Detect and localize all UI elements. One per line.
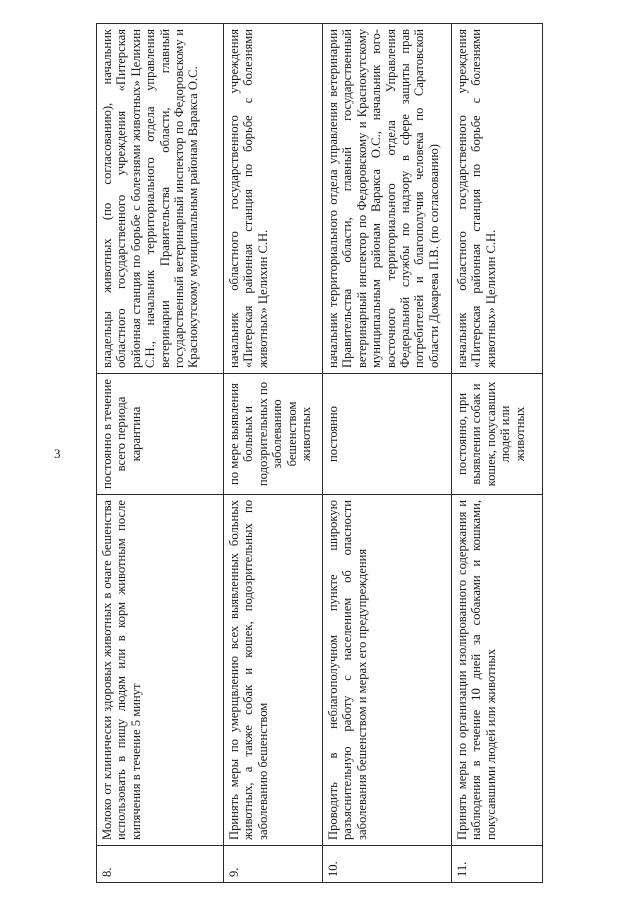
term-cell: постоянно, при выявлении собак и кошек, покусавших людей или животных: [452, 374, 543, 495]
responsible-cell: начальник территориального отдела управления ветеринарии Правительства области, главный государственный ветеринарный инспектор по Федоровскому и Краснокутскому муниципальным районам Варакса О.С., начальник юго-восточного территориального отдела Управления Федеральной службы по надзору в сфере защиты прав потребителей и благополучия человека по Саратовской области Докарева П.В. (по согласованию): [323, 24, 452, 374]
row-number: 8.: [97, 846, 224, 883]
measure-cell: Принять меры по организации изолированного содержания и наблюдения в течение 10 дней за собаками и кошками, покусавшими людей или животных: [452, 495, 543, 846]
responsible-cell: начальник областного государственного учреждения «Питерская районная станция по борьбе с болезнями животных» Целихин С.Н.: [452, 24, 543, 374]
term-cell: по мере выявления больных и подозрительных по заболеванию бешенством животных: [224, 374, 323, 495]
row-number: 11.: [452, 846, 543, 883]
table-row: [224, 24, 323, 883]
row-number: 10.: [323, 846, 452, 883]
term-cell: постоянно: [323, 374, 452, 495]
measure-cell: Молоко от клинически здоровых животных в очаге бешенства использовать в пищу людям или в корм животным после кипячения в течение 5 минут: [97, 495, 224, 846]
table-row: [452, 24, 543, 883]
responsible-cell: владельцы животных (по согласованию), начальник областного государственного учреждения «Питерская районная станция по борьбе с болезнями животных» Целихин С.Н., начальник территориального отдела управления ветеринарии Правительства области, главный государственный ветеринарный инспектор по Федоровскому и Краснокутскому муниципальным районам Варакса О.С.: [97, 24, 224, 374]
measure-cell: Принять меры по умерщвлению всех выявленных больных животных, а также собак и кошек, подозрительных по заболеванию бешенством: [224, 495, 323, 846]
row-number: 9.: [224, 846, 323, 883]
table-row: [323, 24, 452, 883]
measure-cell: Проводить в неблагополучном пункте широкую разъяснительную работу с населением об опасности заболевания бешенством и мерах его предупреждения: [323, 495, 452, 846]
rotated-table-container: [96, 23, 536, 883]
table-row: [97, 24, 224, 883]
term-cell: постоянно в течение всего периода карантина: [97, 374, 224, 495]
measures-table: [96, 23, 543, 883]
responsible-cell: начальник областного государственного учреждения «Питерская районная станция по борьбе с болезнями животных» Целихин С.Н.: [224, 24, 323, 374]
page-number: 3: [54, 446, 61, 461]
